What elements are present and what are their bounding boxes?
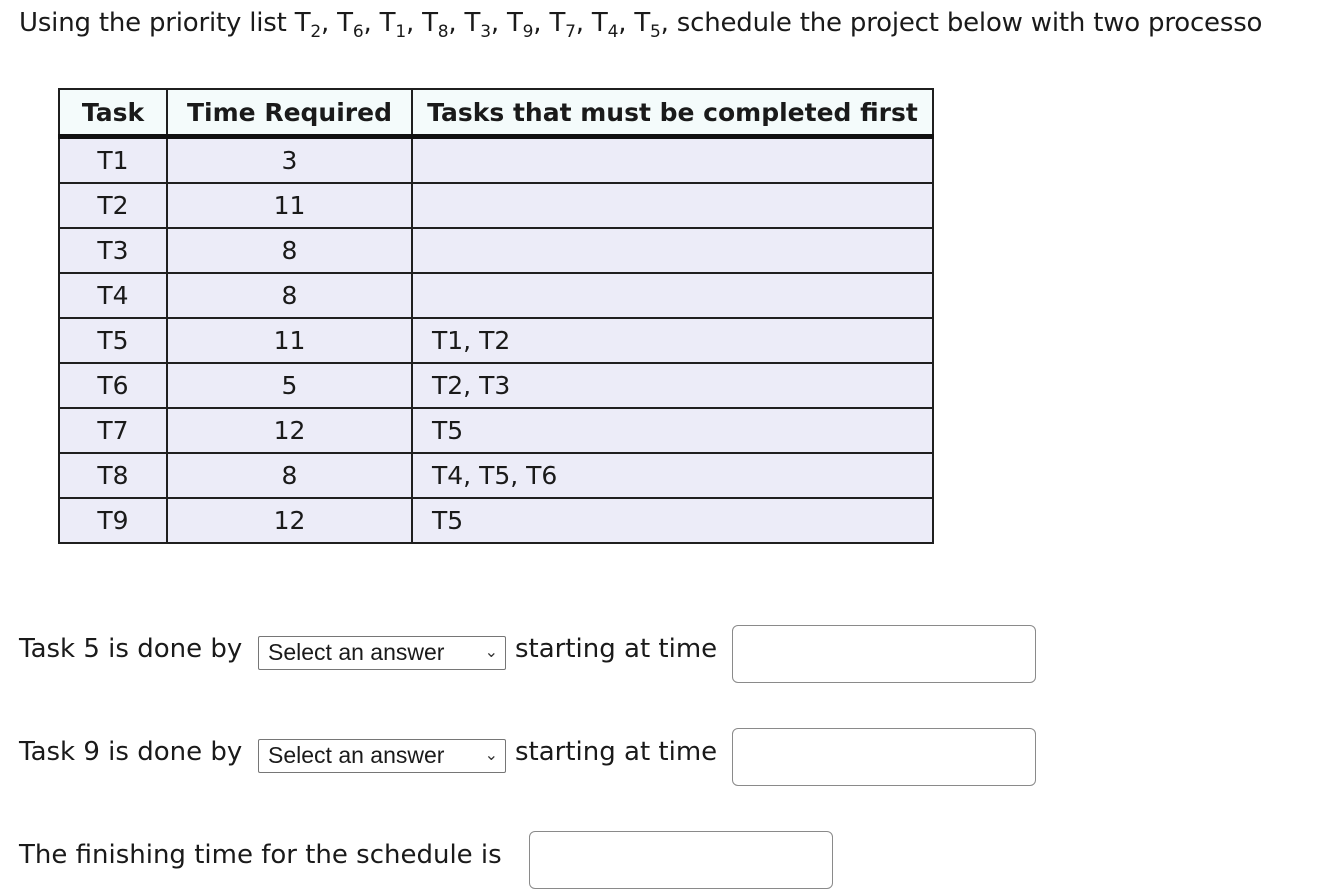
chevron-down-icon: ⌄ [484,747,498,764]
task9-processor-select[interactable] [258,739,506,773]
priority-separator: , [490,8,507,38]
table-row [59,183,933,228]
task9-start-time-input[interactable] [732,728,1036,786]
priority-separator: , [363,8,380,38]
time-cell: 12 [167,498,412,543]
task-cell: T8 [59,453,167,498]
header-time-required: Time Required [167,89,412,137]
time-cell: 8 [167,273,412,318]
time-cell: 11 [167,183,412,228]
task9-select-value: Select an answer [268,742,445,768]
finish-label: The finishing time for the schedule is [19,840,502,870]
table-row [59,228,933,273]
task5-processor-select[interactable] [258,636,506,670]
priority-separator: , [660,8,677,38]
priority-item: T [464,8,481,38]
task5-start-time-input[interactable] [732,625,1036,683]
priority-item: T [337,8,353,38]
priority-separator: , [533,8,550,38]
prereq-cell: T5 [412,408,933,453]
time-cell: 3 [167,137,412,184]
time-cell: 8 [167,453,412,498]
chevron-down-icon: ⌄ [484,644,498,661]
priority-separator: , [405,8,423,38]
table-row [59,498,933,543]
prereq-cell [412,137,933,184]
priority-subscript: 5 [650,22,661,42]
task-cell: T9 [59,498,167,543]
question-prompt [19,8,1263,42]
task-cell: T6 [59,363,167,408]
priority-subscript: 4 [607,22,619,42]
task5-select-value: Select an answer [268,639,445,665]
prompt-suffix: schedule the project below with two processo [676,8,1263,38]
header-task: Task [59,89,167,137]
task-cell: T2 [59,183,167,228]
priority-item: T [506,8,523,38]
task9-label: Task 9 is done by [19,737,243,767]
task-cell: T3 [59,228,167,273]
priority-separator: , [618,8,635,38]
task-cell: T1 [59,137,167,184]
table-row [59,137,933,184]
priority-separator: , [575,8,592,38]
priority-item: T [634,8,651,38]
task-cell: T4 [59,273,167,318]
header-prerequisites: Tasks that must be completed first [412,89,933,137]
prereq-cell: T1, T2 [412,318,933,363]
priority-item: T [294,8,311,38]
priority-subscript: 1 [395,22,406,42]
prereq-cell [412,273,933,318]
table-row [59,363,933,408]
time-cell: 8 [167,228,412,273]
task5-starting-label: starting at time [515,634,718,664]
prompt-prefix: Using the priority list [19,8,295,38]
priority-subscript: 2 [310,22,322,42]
finish-time-input[interactable] [529,831,833,889]
task-cell: T5 [59,318,167,363]
priority-item: T [422,8,438,38]
priority-item: T [379,8,396,38]
priority-separator: , [321,8,338,38]
table-row [59,318,933,363]
table-row [59,408,933,453]
priority-subscript: 3 [480,22,491,42]
time-cell: 12 [167,408,412,453]
table-row [59,453,933,498]
priority-item: T [549,8,566,38]
priority-subscript: 6 [352,22,364,42]
table-row [59,273,933,318]
task-table [58,88,934,544]
priority-item: T [591,8,608,38]
priority-subscript: 8 [437,22,449,42]
priority-list [294,8,677,42]
table-header-row [59,89,933,137]
time-cell: 5 [167,363,412,408]
prereq-cell: T5 [412,498,933,543]
task5-label: Task 5 is done by [19,634,243,664]
task9-starting-label: starting at time [515,737,718,767]
prereq-cell [412,228,933,273]
priority-subscript: 7 [565,22,576,42]
priority-subscript: 9 [522,22,534,42]
prereq-cell: T2, T3 [412,363,933,408]
prereq-cell: T4, T5, T6 [412,453,933,498]
prereq-cell [412,183,933,228]
priority-separator: , [448,8,465,38]
task-cell: T7 [59,408,167,453]
time-cell: 11 [167,318,412,363]
